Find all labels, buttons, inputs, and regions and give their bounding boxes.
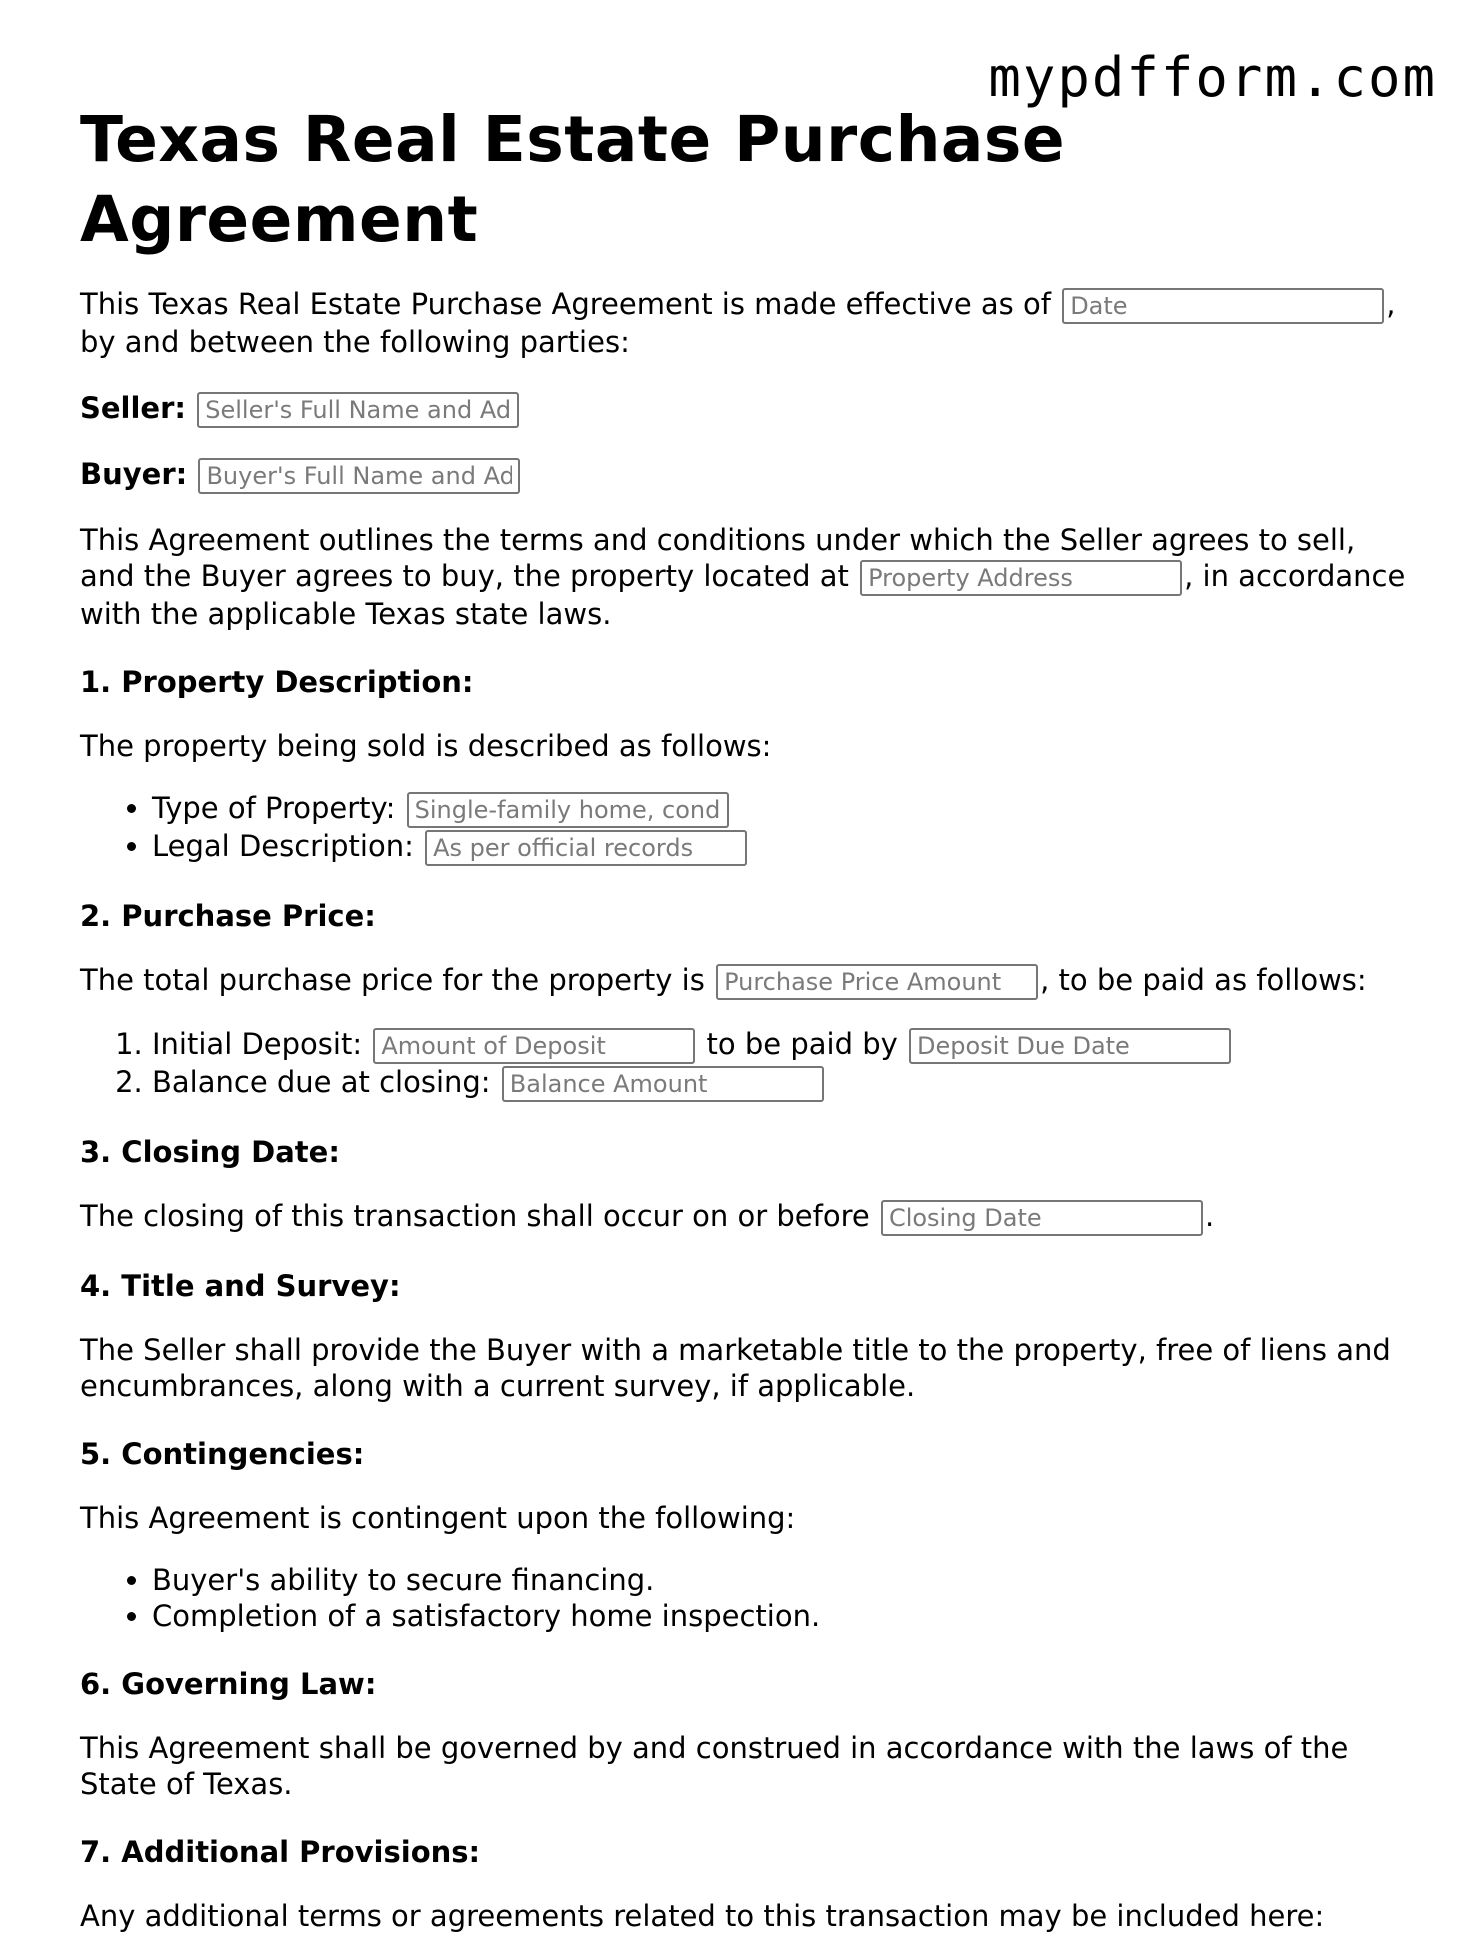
contingencies-intro: This Agreement is contingent upon the following: [80,1501,796,1535]
intro-paragraph [80,286,1410,360]
outline-text: This Agreement outlines the terms and conditions under which the Seller agrees to sell, and the Buyer agrees to buy, the property located at [80,523,1356,593]
closing-paragraph [80,1198,1410,1236]
seller-label: Seller: [80,391,187,425]
section-heading-closing: 3. Closing Date: [80,1135,340,1169]
property-address-field[interactable] [860,560,1182,596]
price-paragraph [80,962,1410,1000]
deposit-amount-field[interactable] [373,1028,695,1064]
list-item: • Completion of a satisfactory home inspection. [152,1598,1410,1634]
agreement-body [80,100,1410,1934]
closing-text: The closing of this transaction shall occur on or before [80,1199,870,1233]
legal-description-label: Legal Description: [152,829,414,863]
buyer-row [80,454,1410,494]
outline-text-end: , in accordance with the applicable Texas state laws. [80,559,1406,631]
seller-row [80,388,1410,428]
title-paragraph: The Seller shall provide the Buyer with a marketable title to the property, free of liens and encumbrances, along with a current survey, if applicable. [80,1333,1391,1403]
payment-list [80,1026,1410,1102]
closing-period: . [1204,1199,1215,1233]
list-item [152,1064,1410,1102]
property-type-field[interactable] [407,792,729,828]
closing-date-field[interactable] [881,1200,1203,1236]
property-intro: The property being sold is described as follows: [80,729,772,763]
effective-date-field[interactable] [1062,288,1384,324]
site-watermark: mypdfform.com [988,46,1437,109]
buyer-name-field[interactable] [198,458,520,494]
deposit-due-date-field[interactable] [909,1028,1231,1064]
property-list [80,790,1410,866]
law-paragraph: This Agreement shall be governed by and construed in accordance with the laws of the State of Texas. [80,1731,1349,1801]
buyer-label: Buyer: [80,457,188,491]
section-heading-law: 6. Governing Law: [80,1667,377,1701]
intro-line2: by and between the following parties: [80,325,630,359]
section-heading-price: 2. Purchase Price: [80,899,376,933]
purchase-price-field[interactable] [716,964,1038,1000]
list-item: • Buyer's ability to secure financing. [152,1562,1410,1598]
section-heading-additional: 7. Additional Provisions: [80,1835,481,1869]
section-heading-title: 4. Title and Survey: [80,1269,401,1303]
intro-text: This Texas Real Estate Purchase Agreement is made effective as of [80,287,1051,321]
document-title: Texas Real Estate Purchase Agreement [80,103,1066,256]
additional-paragraph: Any additional terms or agreements related to this transaction may be included here: [80,1899,1325,1933]
deposit-label: Initial Deposit: [152,1027,363,1061]
deposit-mid-text: to be paid by [706,1027,898,1061]
balance-label: Balance due at closing: [152,1065,491,1099]
list-item [152,1026,1410,1064]
contingencies-list [80,1562,1410,1634]
property-type-label: Type of Property: [152,791,396,825]
section-heading-property: 1. Property Description: [80,665,474,699]
intro-comma: , [1386,287,1396,321]
legal-description-field[interactable] [425,830,747,866]
balance-amount-field[interactable] [502,1066,824,1102]
list-item [152,790,1410,828]
section-heading-contingencies: 5. Contingencies: [80,1437,365,1471]
price-text: The total purchase price for the property is [80,963,705,997]
outline-paragraph [80,522,1410,632]
list-item [152,828,1410,866]
seller-name-field[interactable] [197,392,519,428]
price-text-end: , to be paid as follows: [1040,963,1367,997]
